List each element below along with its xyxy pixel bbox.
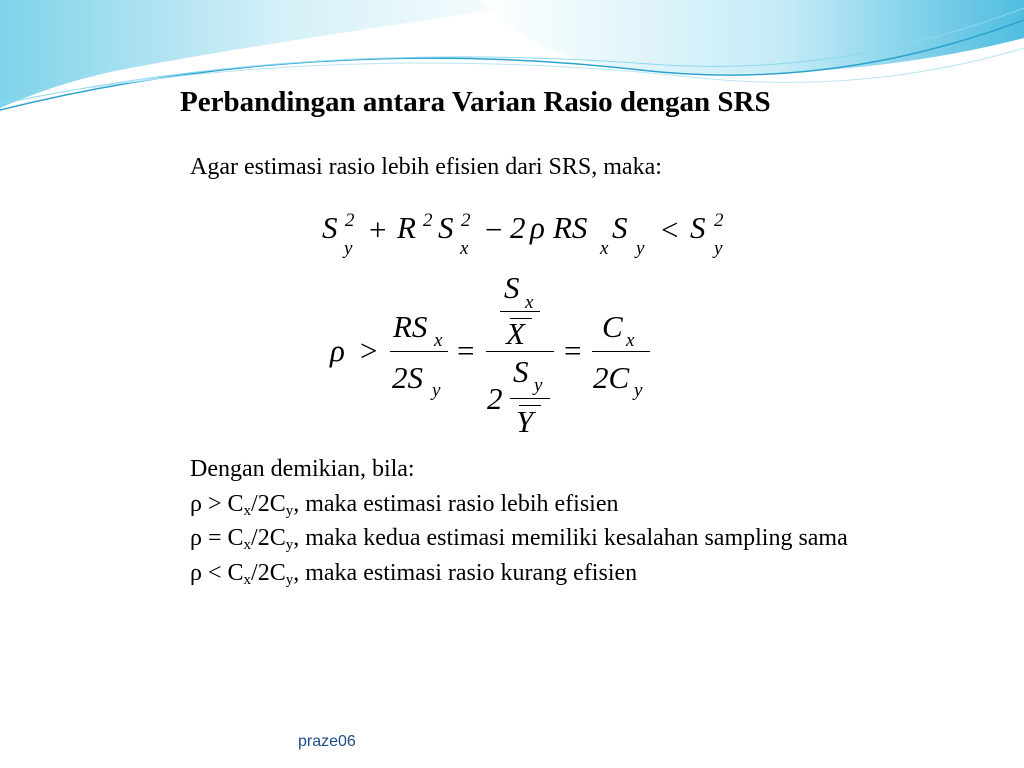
slide-title: Perbandingan antara Varian Rasio dengan SRS bbox=[180, 86, 771, 118]
condition-line: $\rho > C_x/2C_y$, maka estimasi rasio lebih efisien bbox=[190, 490, 619, 519]
condition-line: $\rho < C_x/2C_y$, maka estimasi rasio kurang efisien bbox=[190, 559, 638, 588]
fraction-bar bbox=[390, 351, 448, 352]
footer-label: praze06 bbox=[298, 733, 356, 750]
intro-text: Agar estimasi rasio lebih efisien dari SRS, maka: bbox=[190, 154, 662, 180]
main-fraction-bar bbox=[486, 351, 554, 352]
condition-line: $\rho = C_x/2C_y$, maka kedua estimasi memiliki kesalahan sampling sama bbox=[190, 525, 848, 553]
conclusion-block bbox=[190, 452, 848, 590]
inner-fraction-bar bbox=[500, 311, 540, 312]
conclusion-lead: Dengan demikian, bila: bbox=[190, 456, 415, 482]
inner-fraction-bar bbox=[510, 398, 550, 399]
fraction-bar bbox=[592, 351, 650, 352]
